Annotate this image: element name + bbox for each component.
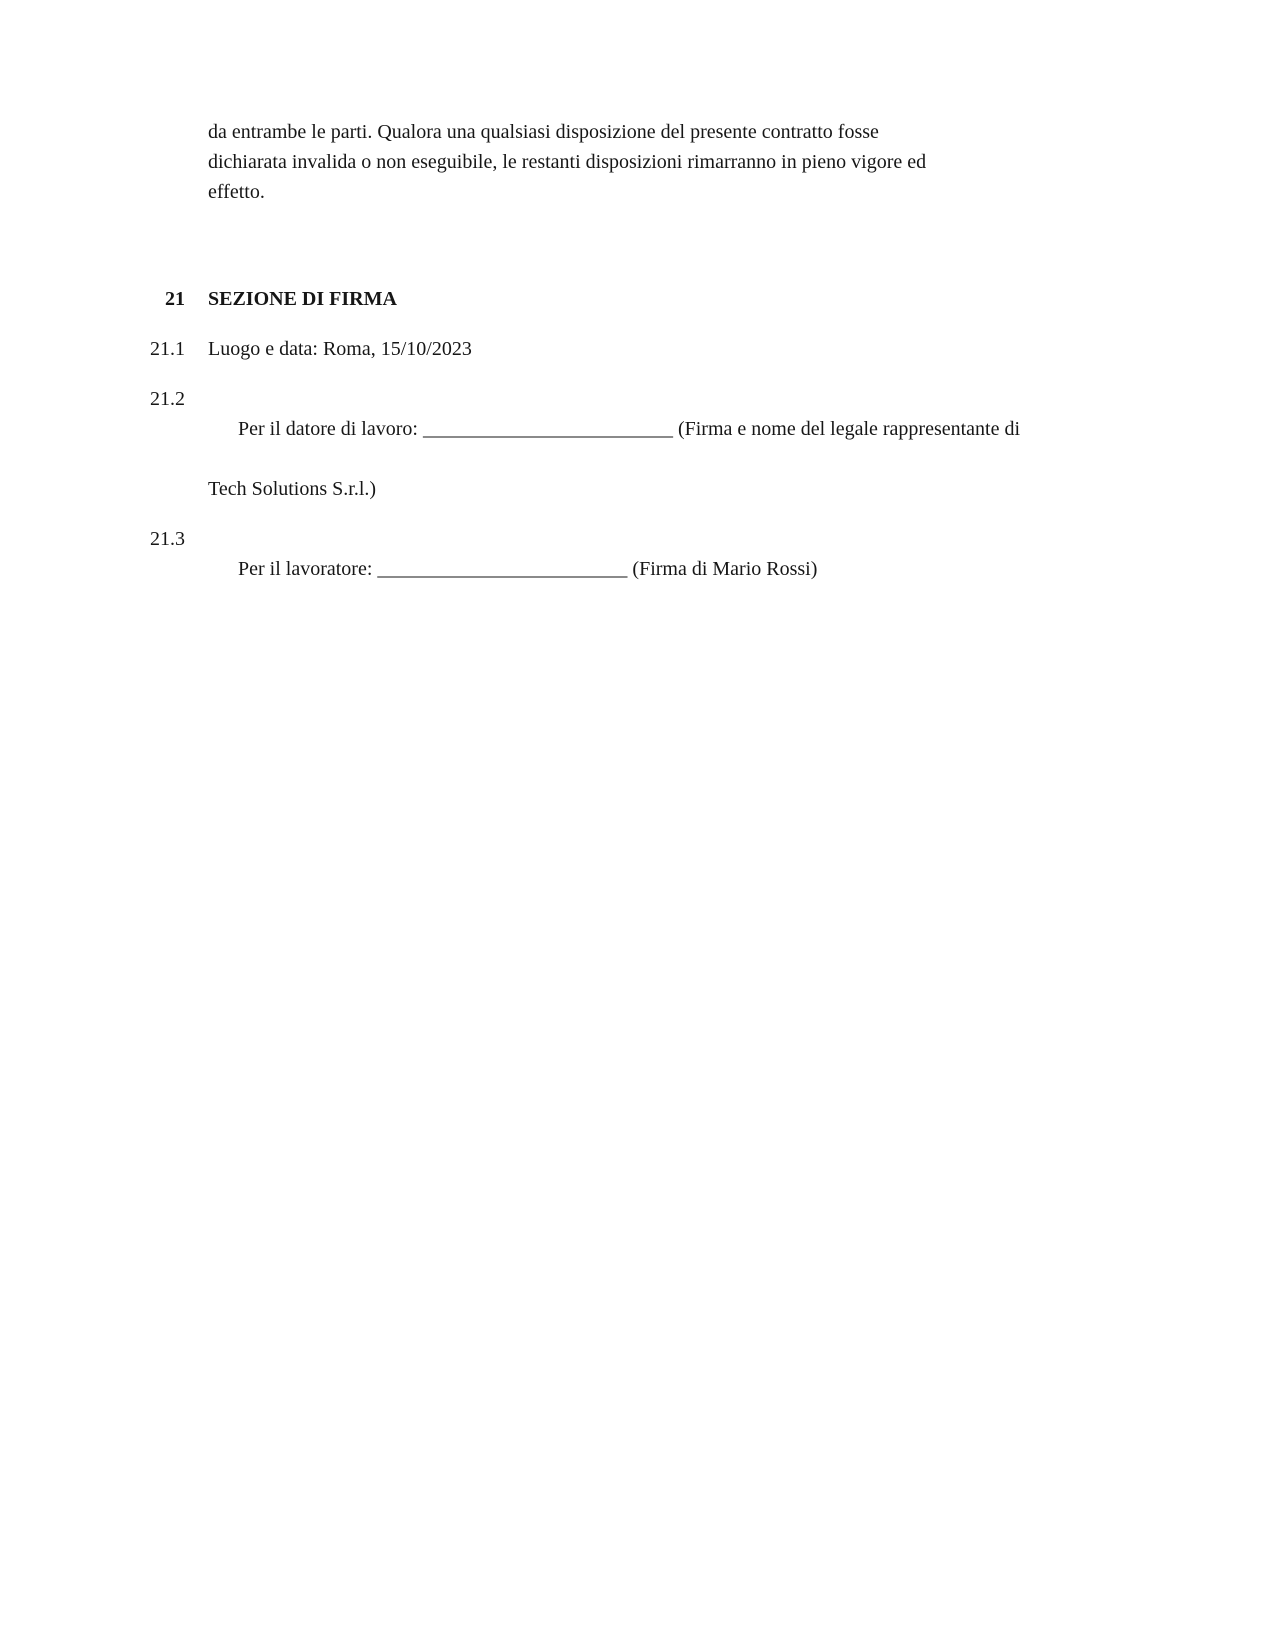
employer-signature-note-line2: Tech Solutions S.r.l.) [208, 478, 377, 500]
employee-signature-label: Per il lavoratore: [238, 558, 378, 580]
item-number: 21.2 [150, 388, 185, 410]
item-place-and-date [150, 334, 1195, 364]
paragraph-line: effetto. [208, 181, 265, 203]
item-text-line [208, 384, 1195, 474]
item-employer-signature [150, 384, 1195, 504]
item-employee-signature [150, 524, 1195, 614]
section-heading [165, 284, 1195, 314]
employer-signature-label: Per il datore di lavoro: [238, 418, 423, 440]
paragraph-line: dichiarata invalida o non eseguibile, le restanti disposizioni rimarranno in pieno vigore ed [208, 151, 927, 173]
employer-signature-note: (Firma e nome del legale rappresentante di [672, 418, 1021, 440]
employee-signature-line: _________________________ [377, 558, 628, 580]
item-text: Luogo e data: Roma, 15/10/2023 [208, 338, 472, 360]
item-number: 21.1 [150, 338, 185, 360]
employer-signature-line: _________________________ [422, 418, 673, 440]
section-title: SEZIONE DI FIRMA [208, 288, 397, 310]
closing-paragraph [208, 117, 1195, 207]
employee-signature-note: (Firma di Mario Rossi) [627, 558, 818, 580]
paragraph-line: da entrambe le parti. Qualora una qualsiasi disposizione del presente contratto fosse [208, 121, 879, 143]
item-number: 21.3 [150, 528, 185, 550]
item-text-line [208, 524, 1195, 614]
section-number: 21 [165, 288, 185, 310]
